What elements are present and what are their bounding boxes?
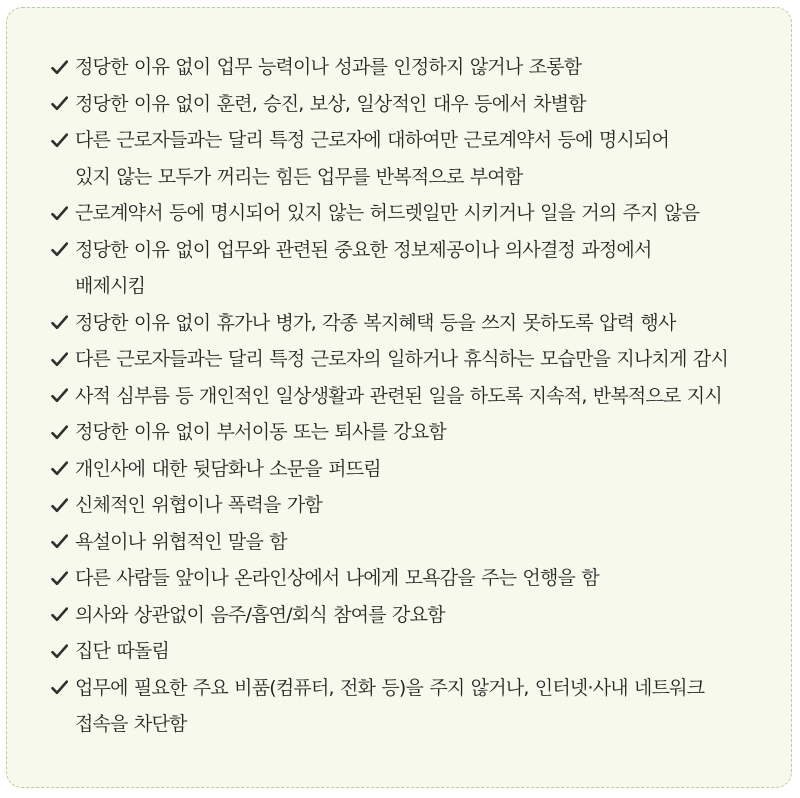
- checklist-item: [51, 524, 771, 561]
- checklist-item-line: 정당한 이유 없이 휴가나 병가, 각종 복지혜택 등을 쓰지 못하도록 압력 행사: [75, 311, 676, 334]
- checklist-item-text: [75, 86, 771, 123]
- checklist-item-line: 업무에 필요한 주요 비품(컴퓨터, 전화 등)을 주지 않거나, 인터넷·사내 네트워크: [75, 676, 705, 699]
- checklist-item-text: [75, 414, 771, 451]
- checklist-item-line: 집단 따돌림: [75, 640, 170, 662]
- checkmark-icon: [51, 633, 75, 670]
- checklist-item-line: 있지 않는 모두가 꺼리는 힘든 업무를 반복적으로 부여함: [75, 165, 523, 188]
- checklist-item-text: [75, 305, 771, 342]
- checklist-item-line: 의사와 상관없이 음주/흡연/회식 참여를 강요함: [75, 603, 445, 626]
- checklist-item-line: 다른 근로자들과는 달리 특정 근로자의 일하거나 휴식하는 모습만을 지나치게 감시: [75, 348, 728, 370]
- checklist-item-text: [75, 232, 771, 305]
- checklist-item-line: 정당한 이유 없이 업무 능력이나 성과를 인정하지 않거나 조롱함: [75, 56, 582, 78]
- checkmark-icon: [51, 451, 75, 488]
- checklist-item-text: [75, 597, 771, 634]
- checklist: [51, 49, 771, 743]
- checkmark-icon: [51, 597, 75, 634]
- checkmark-icon: [51, 341, 75, 378]
- checklist-item-line: 다른 근로자들과는 달리 특정 근로자에 대하여만 근로계약서 등에 명시되어: [75, 129, 670, 151]
- checklist-item: [51, 487, 771, 524]
- checklist-item-line: 다른 사람들 앞이나 온라인상에서 나에게 모욕감을 주는 언행을 함: [75, 567, 599, 589]
- checklist-item: [51, 86, 771, 123]
- checklist-item-text: [75, 560, 771, 597]
- checklist-item-text: [75, 49, 771, 86]
- checklist-item-line: 욕설이나 위협적인 말을 함: [75, 530, 287, 553]
- checkmark-icon: [51, 305, 75, 342]
- checklist-item-line: 정당한 이유 없이 훈련, 승진, 보상, 일상적인 대우 등에서 차별함: [75, 92, 586, 115]
- checklist-item-line: 사적 심부름 등 개인적인 일상생활과 관련된 일을 하도록 지속적, 반복적으로 지시: [75, 384, 722, 407]
- checklist-item-text: [75, 524, 771, 561]
- checklist-item-line: 배제시킴: [75, 275, 146, 297]
- checklist-item-line: 정당한 이유 없이 업무와 관련된 중요한 정보제공이나 의사결정 과정에서: [75, 238, 652, 261]
- checkmark-icon: [51, 232, 75, 269]
- checklist-item-line: 신체적인 위협이나 폭력을 가함: [75, 494, 322, 516]
- checkmark-icon: [51, 122, 75, 159]
- checklist-item-line: 정당한 이유 없이 부서이동 또는 퇴사를 강요함: [75, 421, 446, 443]
- checklist-panel: [6, 7, 792, 788]
- checklist-item-text: [75, 670, 771, 743]
- checkmark-icon: [51, 49, 75, 86]
- checklist-item: [51, 341, 771, 378]
- checkmark-icon: [51, 378, 75, 415]
- checkmark-icon: [51, 670, 75, 707]
- checkmark-icon: [51, 86, 75, 123]
- checkmark-icon: [51, 560, 75, 597]
- checklist-item-text: [75, 633, 771, 670]
- checklist-item: [51, 122, 771, 195]
- checklist-item-text: [75, 378, 771, 415]
- checklist-item-line: 근로계약서 등에 명시되어 있지 않는 허드렛일만 시키거나 일을 거의 주지 않음: [75, 202, 700, 224]
- checklist-item: [51, 597, 771, 634]
- checklist-item: [51, 195, 771, 232]
- checklist-item-line: 개인사에 대한 뒷담화나 소문을 퍼뜨림: [75, 457, 381, 480]
- checklist-item: [51, 633, 771, 670]
- checklist-item-text: [75, 195, 771, 232]
- checklist-item: [51, 378, 771, 415]
- checklist-item: [51, 670, 771, 743]
- checklist-item: [51, 305, 771, 342]
- checklist-item: [51, 232, 771, 305]
- checklist-item: [51, 560, 771, 597]
- checklist-item-text: [75, 341, 771, 378]
- checkmark-icon: [51, 414, 75, 451]
- checklist-item: [51, 451, 771, 488]
- checkmark-icon: [51, 487, 75, 524]
- checklist-item-text: [75, 451, 771, 488]
- checkmark-icon: [51, 195, 75, 232]
- checkmark-icon: [51, 524, 75, 561]
- checklist-item-text: [75, 122, 771, 195]
- checklist-item-line: 접속을 차단함: [75, 713, 187, 735]
- checklist-item: [51, 49, 771, 86]
- checklist-item-text: [75, 487, 771, 524]
- checklist-item: [51, 414, 771, 451]
